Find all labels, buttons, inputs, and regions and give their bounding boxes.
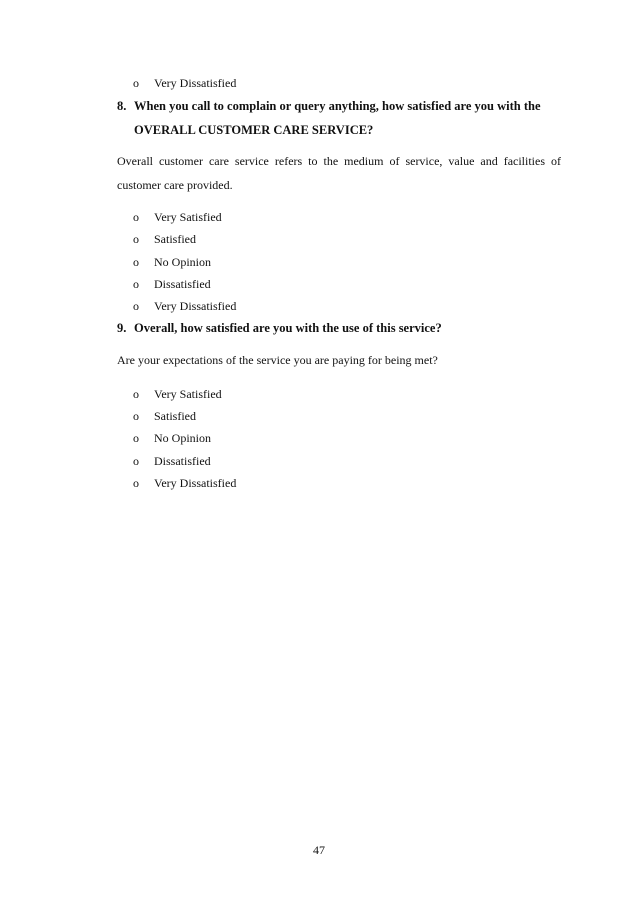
list-item: [133, 75, 236, 91]
bullet: o: [133, 76, 139, 90]
question-8-description-cont: customer care provided.: [117, 178, 233, 192]
bullet: o: [133, 232, 139, 246]
bullet: o: [133, 277, 139, 291]
bullet: o: [133, 299, 139, 313]
option-label: Very Dissatisfied: [154, 76, 237, 90]
bullet: o: [133, 387, 139, 401]
bullet: o: [133, 476, 139, 490]
option-label: Very Satisfied: [154, 210, 222, 224]
bullet: o: [133, 255, 139, 269]
list-item: [133, 386, 222, 402]
option-label: No Opinion: [154, 255, 211, 269]
option-label: No Opinion: [154, 431, 211, 445]
question-number: 8.: [117, 99, 127, 113]
option-label: Dissatisfied: [154, 277, 211, 291]
list-item: [133, 298, 236, 314]
list-item: [133, 475, 236, 491]
bullet: o: [133, 409, 139, 423]
bullet: o: [133, 210, 139, 224]
list-item: [133, 231, 196, 247]
option-label: Satisfied: [154, 232, 196, 246]
question-text: When you call to complain or query anything, how satisfied are you with the: [134, 99, 541, 113]
question-9-description: Are your expectations of the service you are paying for being met?: [117, 353, 438, 367]
question-8-heading-cont: OVERALL CUSTOMER CARE SERVICE?: [134, 123, 374, 137]
question-text: Overall, how satisfied are you with the use of this service?: [134, 321, 442, 335]
list-item: [133, 209, 222, 225]
option-label: Very Dissatisfied: [154, 476, 237, 490]
bullet: o: [133, 454, 139, 468]
list-item: [133, 254, 211, 270]
list-item: [133, 408, 196, 424]
list-item: [133, 453, 211, 469]
page-number: 47: [313, 843, 325, 857]
bullet: o: [133, 431, 139, 445]
question-9-heading: [117, 320, 442, 336]
question-number: 9.: [117, 321, 127, 335]
option-label: Very Dissatisfied: [154, 299, 237, 313]
list-item: [133, 276, 211, 292]
question-8-description: Overall customer care service refers to the medium of service, value and facilities of: [117, 154, 561, 168]
list-item: [133, 430, 211, 446]
option-label: Very Satisfied: [154, 387, 222, 401]
option-label: Dissatisfied: [154, 454, 211, 468]
option-label: Satisfied: [154, 409, 196, 423]
question-8-heading: [117, 98, 541, 114]
